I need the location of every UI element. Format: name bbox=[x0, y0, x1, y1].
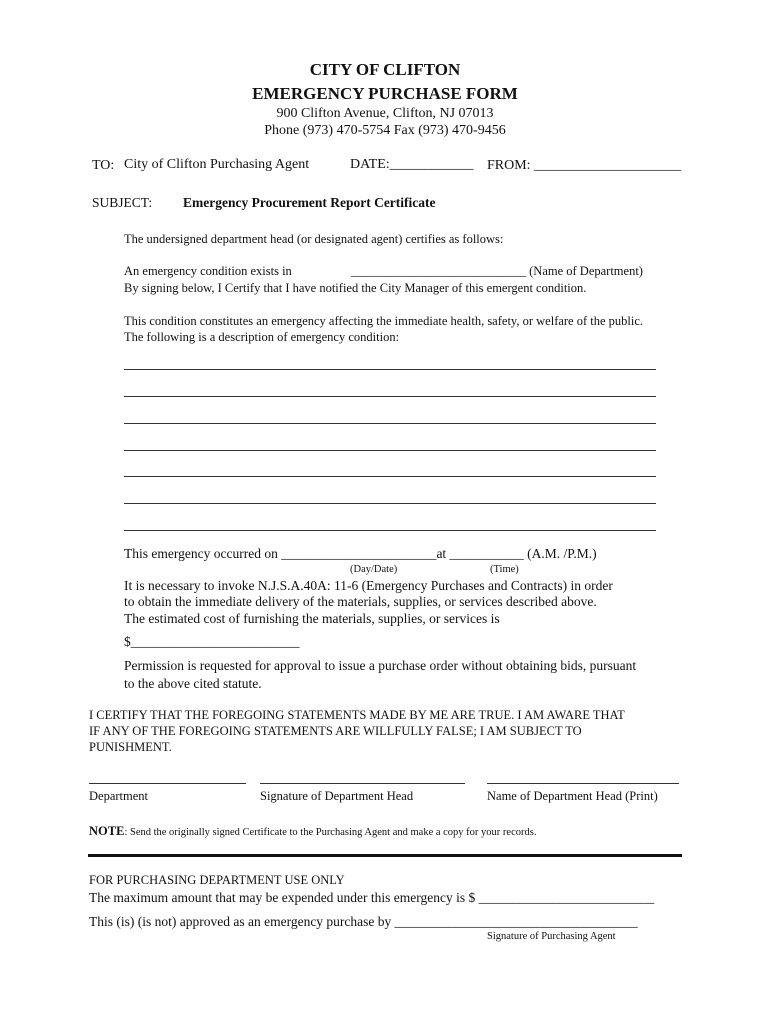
description-line[interactable] bbox=[124, 369, 656, 370]
date-field[interactable]: DATE:____________ bbox=[350, 157, 474, 172]
subject-label: SUBJECT: bbox=[92, 195, 153, 210]
to-label: TO: bbox=[92, 158, 115, 173]
occurred-line[interactable]: This emergency occurred on _______________________at ___________ (A.M. /P.M.) bbox=[124, 546, 597, 561]
department-caption: Department bbox=[89, 789, 149, 803]
cost-field[interactable]: $_________________________ bbox=[124, 634, 300, 649]
constitutes-text: This condition constitutes an emergency affecting the immediate health, safety, or welfare of the public. bbox=[124, 314, 644, 328]
department-name-field[interactable]: ____________________________ (Name of Department) bbox=[351, 264, 643, 278]
permission-line-1: Permission is requested for approval to issue a purchase order without obtaining bids, pursuant bbox=[124, 658, 637, 673]
permission-line-2: to the above cited statute. bbox=[124, 676, 262, 691]
name-head-caption: Name of Department Head (Print) bbox=[487, 789, 658, 803]
time-caption: (Time) bbox=[490, 564, 519, 575]
from-field[interactable]: FROM: _____________________ bbox=[487, 158, 682, 173]
head-name-line[interactable] bbox=[487, 783, 679, 784]
approval-line[interactable]: This (is) (is not) approved as an emergency purchase by ____________________________________ bbox=[89, 914, 638, 929]
max-amount-line[interactable]: The maximum amount that may be expended under this emergency is $ __________________________ bbox=[89, 890, 655, 905]
description-line[interactable] bbox=[124, 423, 656, 424]
estimated-cost-text: The estimated cost of furnishing the materials, supplies, or services is bbox=[124, 611, 500, 626]
certify-line-2: IF ANY OF THE FOREGOING STATEMENTS ARE WILLFULLY FALSE; I AM SUBJECT TO bbox=[89, 724, 582, 738]
note bbox=[89, 822, 536, 840]
form-title: EMERGENCY PURCHASE FORM bbox=[252, 84, 518, 103]
certify-line-1: I CERTIFY THAT THE FOREGOING STATEMENTS MADE BY ME ARE TRUE. I AM AWARE THAT bbox=[89, 708, 625, 722]
purchasing-signature-caption: Signature of Purchasing Agent bbox=[487, 931, 616, 942]
subject-value: Emergency Procurement Report Certificate bbox=[183, 195, 436, 210]
note-text: : Send the originally signed Certificate to the Purchasing Agent and make a copy for your records. bbox=[124, 827, 537, 838]
department-signature-line[interactable] bbox=[89, 783, 246, 784]
note-label: NOTE bbox=[89, 824, 125, 838]
description-line[interactable] bbox=[124, 396, 656, 397]
description-prompt: The following is a description of emergency condition: bbox=[124, 330, 400, 344]
address: 900 Clifton Avenue, Clifton, NJ 07013 bbox=[276, 106, 494, 121]
purchasing-heading: FOR PURCHASING DEPARTMENT USE ONLY bbox=[89, 873, 345, 887]
head-signature-line[interactable] bbox=[260, 783, 465, 784]
city-title: CITY OF CLIFTON bbox=[309, 60, 461, 79]
to-value: City of Clifton Purchasing Agent bbox=[124, 157, 310, 172]
description-line[interactable] bbox=[124, 450, 656, 451]
invoke-line-1: It is necessary to invoke N.J.S.A.40A: 11-6 (Emergency Purchases and Contracts) in order bbox=[124, 578, 613, 593]
phone: Phone (973) 470-5754 Fax (973) 470-9456 bbox=[264, 123, 506, 138]
day-date-caption: (Day/Date) bbox=[350, 564, 398, 575]
description-line[interactable] bbox=[124, 476, 656, 477]
condition-exists-text: An emergency condition exists in bbox=[124, 264, 292, 278]
signature-head-caption: Signature of Department Head bbox=[260, 789, 414, 803]
invoke-line-2: to obtain the immediate delivery of the materials, supplies, or services described above. bbox=[124, 594, 597, 609]
certifies-text: The undersigned department head (or designated agent) certifies as follows: bbox=[124, 232, 504, 246]
description-line[interactable] bbox=[124, 530, 656, 531]
section-divider bbox=[88, 854, 682, 857]
certify-line-3: PUNISHMENT. bbox=[89, 740, 172, 754]
description-line[interactable] bbox=[124, 503, 656, 504]
notified-text: By signing below, I Certify that I have notified the City Manager of this emergent condition. bbox=[124, 281, 587, 295]
